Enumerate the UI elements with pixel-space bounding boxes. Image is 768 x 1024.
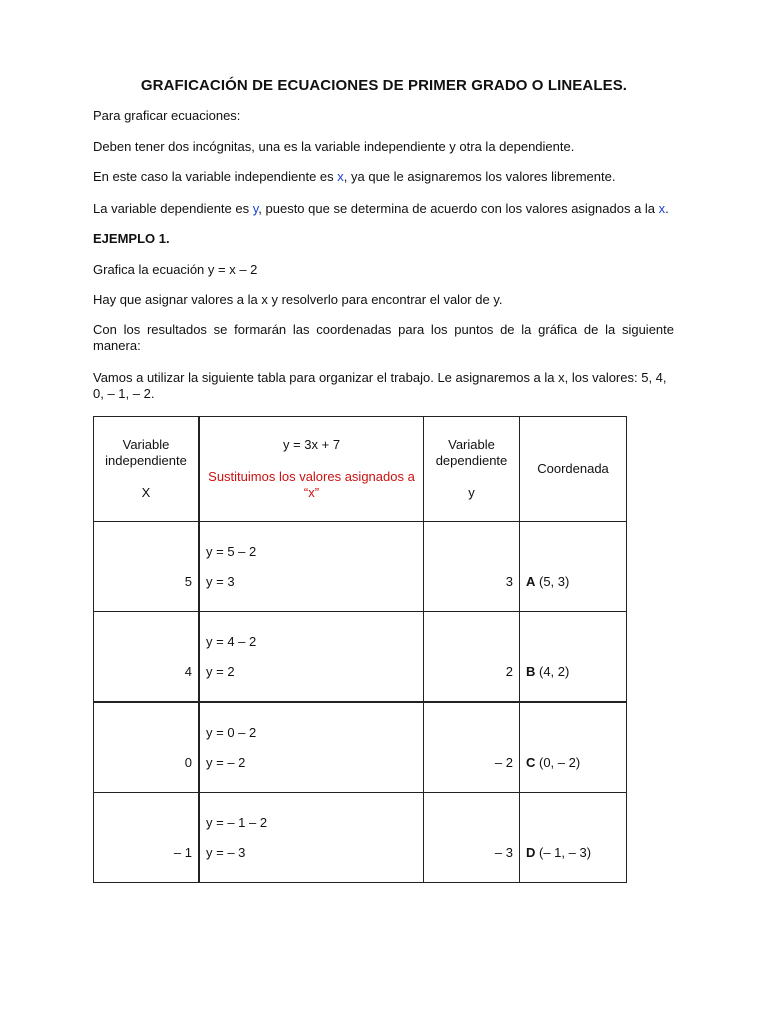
point-coords: (5, 3) [535,574,570,589]
header-cell-independent [94,417,200,522]
point-label: D [526,845,536,860]
paragraph-assign: Hay que asignar valores a la x y resolverlo para encontrar el valor de y. [93,292,503,307]
y-value: – 2 [494,755,513,770]
coordinate-cell [520,522,627,612]
paragraph-equation: Grafica la ecuación y = x – 2 [93,262,258,277]
header-label: Variable [448,437,495,452]
text-segment: , puesto que se determina de acuerdo con los valores asignados a la [258,201,659,216]
table-header-row [94,417,627,522]
coordinate [526,845,591,861]
header-cell-equation [199,417,424,522]
paragraph-intro: Para graficar ecuaciones: [93,108,241,123]
header-label: dependiente [435,453,508,468]
point-coords: (4, 2) [535,664,570,679]
y-value-cell [424,522,520,612]
table-row [94,702,627,793]
y-value: 2 [505,664,513,679]
result: y = – 3 [206,845,246,860]
equation-cell [199,793,424,883]
substitution: y = – 1 – 2 [206,815,268,830]
table-row [94,612,627,703]
point-coords: (– 1, – 3) [535,845,592,860]
equation-cell [199,702,424,793]
text-segment: . [665,201,669,216]
y-value: – 3 [494,845,513,860]
paragraph-unknowns: Deben tener dos incógnitas, una es la variable independiente y otra la dependiente. [93,139,575,154]
table-row [94,522,627,612]
variable-x: x [337,169,344,184]
x-value-cell [94,612,200,703]
y-value-cell [424,612,520,703]
point-label: C [526,755,536,770]
header-label: Variable [122,437,170,452]
text-segment: La variable dependiente es [93,201,253,216]
header-cell-coordinate [520,417,627,522]
substitution: y = 0 – 2 [206,725,257,740]
coordinate-cell [520,702,627,793]
x-value: – 1 [173,845,192,860]
coordinate [526,664,569,680]
table-row [94,793,627,883]
coordinate [526,755,580,771]
substitution: y = 4 – 2 [206,634,257,649]
coordinate-cell [520,793,627,883]
variable-y: y [252,201,259,216]
point-coords: (0, – 2) [535,755,581,770]
header-label: independiente [105,453,187,468]
result: y = 3 [206,574,235,589]
paragraph-coordinates: Con los resultados se formarán las coordenadas para los puntos de la gráfica de la siguiente manera: [93,322,674,353]
values-table [93,416,627,883]
y-value: 3 [505,574,513,589]
x-value-cell [94,793,200,883]
x-value-cell [94,522,200,612]
y-value-cell [424,793,520,883]
example-heading: EJEMPLO 1. [93,231,170,246]
header-note: Sustituimos los valores asignados a “x” [208,469,415,500]
header-label: Coordenada [537,461,609,476]
substitution: y = 5 – 2 [206,544,257,559]
header-label: y [468,485,475,500]
y-value-cell [424,702,520,793]
result: y = – 2 [206,755,246,770]
paragraph-independent [93,169,674,185]
paragraph-table-intro: Vamos a utilizar la siguiente tabla para organizar el trabajo. Le asignaremos a la x, los valores: 5, 4, 0, – 1, – 2. [93,370,667,401]
point-label: A [526,574,536,589]
paragraph-dependent [93,201,674,217]
coordinate [526,574,569,590]
header-cell-dependent [424,417,520,522]
x-value: 0 [184,755,192,770]
text-segment: , ya que le asignaremos los valores libremente. [343,169,616,184]
equation-cell [199,612,424,703]
header-label: y = 3x + 7 [282,437,341,452]
equation-cell [199,522,424,612]
page-title: GRAFICACIÓN DE ECUACIONES DE PRIMER GRADO O LINEALES. [140,77,628,94]
text-segment: En este caso la variable independiente es [93,169,338,184]
x-value-cell [94,702,200,793]
x-value: 4 [184,664,192,679]
x-value: 5 [184,574,192,589]
coordinate-cell [520,612,627,703]
point-label: B [526,664,536,679]
header-label: X [141,485,151,500]
variable-x: x [658,201,666,216]
result: y = 2 [206,664,235,679]
